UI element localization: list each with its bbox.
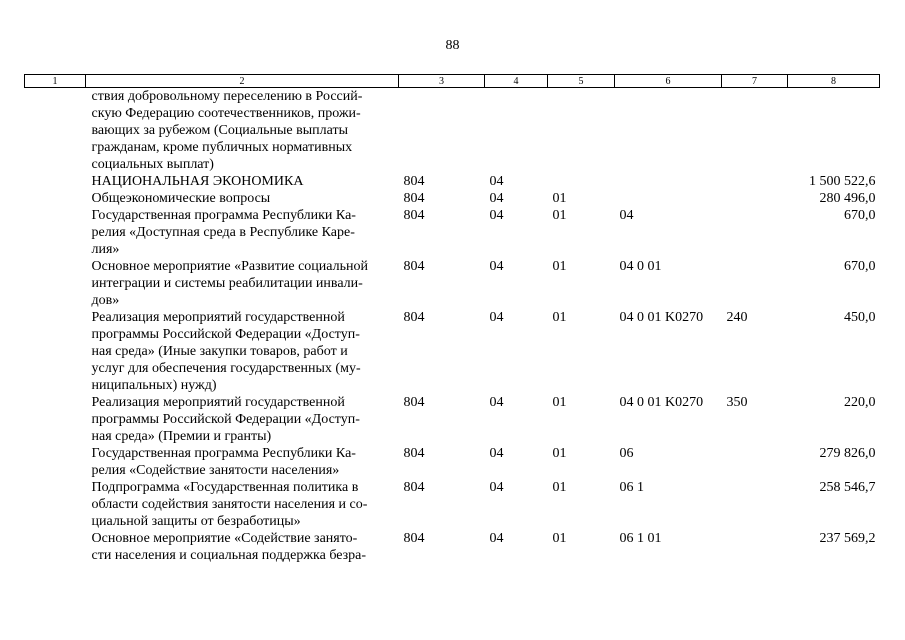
row-name-text: Основное мероприятие «Содействие занято- сти населения и социальная поддержка безра- xyxy=(91,531,367,563)
row-name-cell xyxy=(86,190,399,207)
admin-code-cell: 804 xyxy=(403,480,425,495)
subsection-code-cell xyxy=(548,173,615,190)
row-name-text: НАЦИОНАЛЬНАЯ ЭКОНОМИКА xyxy=(91,174,304,189)
expense-type-cell xyxy=(722,207,788,258)
column-number-row xyxy=(25,75,880,88)
amount-cell: 237 569,2 xyxy=(819,531,876,546)
amount-cell: 450,0 xyxy=(844,310,876,325)
target-article-cell xyxy=(615,88,722,174)
subsection-code-cell: 01 xyxy=(552,531,567,546)
table-body xyxy=(25,88,880,565)
section-code-cell: 04 xyxy=(489,174,504,189)
row-name-cell xyxy=(86,309,399,394)
expense-type-cell xyxy=(722,190,788,207)
row-name-text: Общеэкономические вопросы xyxy=(91,191,271,206)
subsection-code-cell: 01 xyxy=(552,259,567,274)
admin-code-cell: 804 xyxy=(403,259,425,274)
section-code-cell xyxy=(485,88,548,174)
row-index-cell xyxy=(25,479,86,530)
row-name-text: Реализация мероприятий государственной программы Российской Федерации «Доступ- ная среда» (Премии и гранты) xyxy=(91,395,360,444)
row-index-cell xyxy=(25,258,86,309)
row-index-cell xyxy=(25,190,86,207)
admin-code-cell: 804 xyxy=(403,395,425,410)
table-row xyxy=(25,479,880,530)
column-header: 3 xyxy=(399,75,485,88)
row-name-cell xyxy=(86,445,399,479)
row-name-cell xyxy=(86,258,399,309)
table-row xyxy=(25,530,880,564)
section-code-cell: 04 xyxy=(489,191,504,206)
column-header: 6 xyxy=(615,75,722,88)
subsection-code-cell: 01 xyxy=(552,208,567,223)
amount-cell: 279 826,0 xyxy=(819,446,876,461)
budget-table xyxy=(24,74,880,564)
row-name-cell xyxy=(86,207,399,258)
subsection-code-cell: 01 xyxy=(552,310,567,325)
subsection-code-cell xyxy=(548,88,615,174)
row-index-cell xyxy=(25,88,86,174)
amount-cell: 670,0 xyxy=(844,259,876,274)
row-name-text: Реализация мероприятий государственной программы Российской Федерации «Доступ- ная среда» (Иные закупки товаров, работ и услуг для обеспечения государственных (му- ниципальных) нужд) xyxy=(91,310,361,393)
admin-code-cell: 804 xyxy=(403,310,425,325)
subsection-code-cell: 01 xyxy=(552,191,567,206)
row-name-cell xyxy=(86,173,399,190)
target-article-cell: 04 0 01 K0270 xyxy=(619,395,704,410)
admin-code-cell: 804 xyxy=(403,191,425,206)
amount-cell xyxy=(788,88,880,174)
expense-type-cell xyxy=(722,530,788,564)
admin-code-cell xyxy=(399,88,485,174)
target-article-cell: 06 1 01 xyxy=(619,531,662,546)
table-row xyxy=(25,88,880,174)
amount-cell: 670,0 xyxy=(844,208,876,223)
row-name-text: Основное мероприятие «Развитие социальной интеграции и системы реабилитации инвали- дов» xyxy=(91,259,368,308)
section-code-cell: 04 xyxy=(489,208,504,223)
expense-type-cell xyxy=(722,173,788,190)
table-row xyxy=(25,173,880,190)
target-article-cell xyxy=(615,190,722,207)
expense-type-cell xyxy=(722,258,788,309)
table-row xyxy=(25,258,880,309)
column-header: 5 xyxy=(548,75,615,88)
row-index-cell xyxy=(25,530,86,564)
row-index-cell xyxy=(25,445,86,479)
row-index-cell xyxy=(25,394,86,445)
amount-cell: 1 500 522,6 xyxy=(809,174,876,189)
target-article-cell: 04 xyxy=(619,208,634,223)
page-number: 88 xyxy=(445,38,460,53)
expense-type-cell xyxy=(722,479,788,530)
subsection-code-cell: 01 xyxy=(552,395,567,410)
column-header: 1 xyxy=(25,75,86,88)
admin-code-cell: 804 xyxy=(403,208,425,223)
amount-cell: 220,0 xyxy=(844,395,876,410)
row-index-cell xyxy=(25,207,86,258)
table-row xyxy=(25,394,880,445)
column-header: 7 xyxy=(722,75,788,88)
row-name-text: ствия добровольному переселению в Россий- скую Федерацию соотечественников, прожи- вающих за рубежом (Социальные выплаты гражданам, кроме публичных нормативных социальных выплат) xyxy=(91,89,363,172)
section-code-cell: 04 xyxy=(489,480,504,495)
admin-code-cell: 804 xyxy=(403,531,425,546)
table-row xyxy=(25,309,880,394)
target-article-cell: 06 xyxy=(619,446,634,461)
column-header: 4 xyxy=(485,75,548,88)
table-row xyxy=(25,445,880,479)
row-name-text: Государственная программа Республики Ка- релия «Доступная среда в Республике Каре- лия» xyxy=(91,208,356,257)
subsection-code-cell: 01 xyxy=(552,480,567,495)
section-code-cell: 04 xyxy=(489,395,504,410)
admin-code-cell: 804 xyxy=(403,446,425,461)
table-row xyxy=(25,190,880,207)
amount-cell: 280 496,0 xyxy=(819,191,876,206)
row-name-cell xyxy=(86,88,399,174)
column-header: 8 xyxy=(788,75,880,88)
expense-type-cell: 350 xyxy=(726,395,748,410)
section-code-cell: 04 xyxy=(489,446,504,461)
target-article-cell: 06 1 xyxy=(619,480,644,495)
row-name-cell xyxy=(86,479,399,530)
row-index-cell xyxy=(25,309,86,394)
section-code-cell: 04 xyxy=(489,310,504,325)
section-code-cell: 04 xyxy=(489,531,504,546)
target-article-cell xyxy=(615,173,722,190)
table-row xyxy=(25,207,880,258)
row-name-text: Государственная программа Республики Ка- релия «Содействие занятости населения» xyxy=(91,446,356,478)
admin-code-cell: 804 xyxy=(403,174,425,189)
column-header: 2 xyxy=(86,75,399,88)
row-index-cell xyxy=(25,173,86,190)
section-code-cell: 04 xyxy=(489,259,504,274)
expense-type-cell: 240 xyxy=(726,310,748,325)
row-name-cell xyxy=(86,394,399,445)
target-article-cell: 04 0 01 K0270 xyxy=(619,310,704,325)
target-article-cell: 04 0 01 xyxy=(619,259,662,274)
row-name-text: Подпрограмма «Государственная политика в области содействия занятости населения и со- циальной защиты от безработицы» xyxy=(91,480,368,529)
expense-type-cell xyxy=(722,88,788,174)
amount-cell: 258 546,7 xyxy=(819,480,876,495)
row-name-cell xyxy=(86,530,399,564)
expense-type-cell xyxy=(722,445,788,479)
subsection-code-cell: 01 xyxy=(552,446,567,461)
